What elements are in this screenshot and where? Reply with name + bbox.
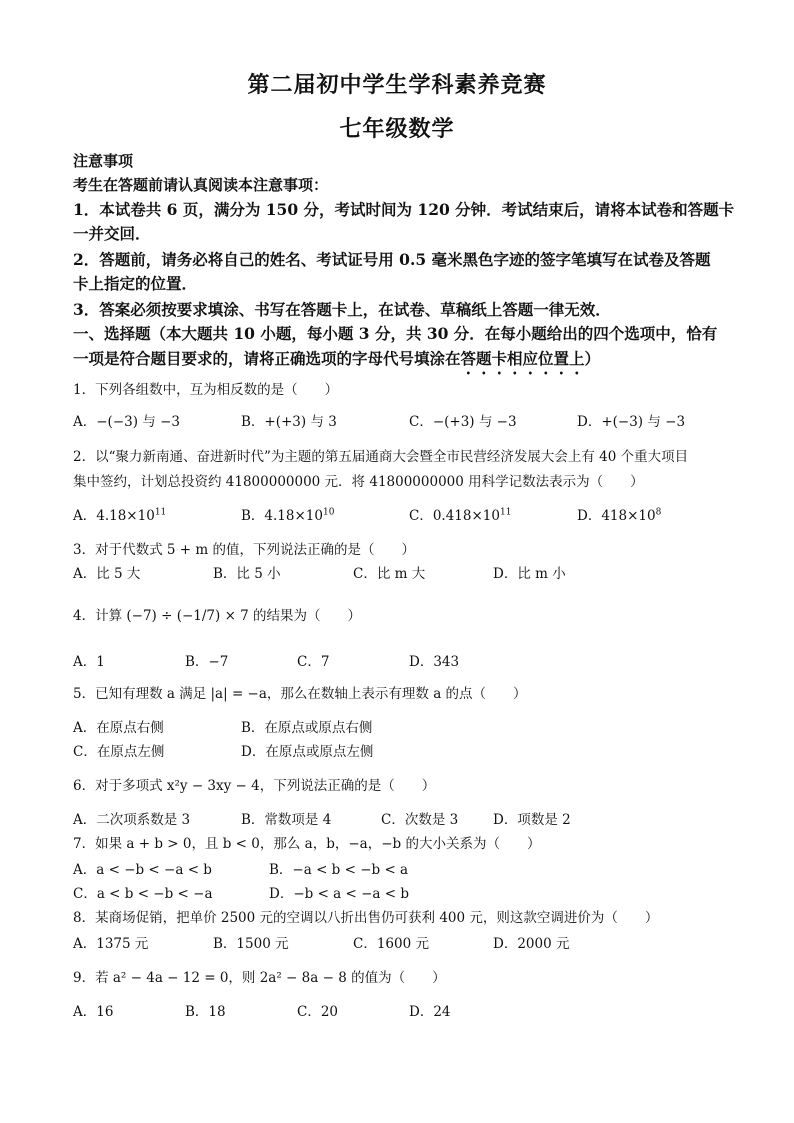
question-4-options bbox=[73, 650, 733, 672]
question-6-options bbox=[73, 808, 733, 830]
question-1-options bbox=[73, 410, 733, 432]
notice-item-2-cont: 卡上指定的位置． bbox=[73, 274, 198, 293]
option-c: C．−(+3) 与 −3 bbox=[409, 414, 517, 430]
question-8-stem: 8．某商场促销，把单价 2500 元的空调以八折出售仍可获利 400 元，则这款空调进价为（ ） bbox=[73, 910, 659, 926]
option-d: D．比 m 小 bbox=[493, 566, 566, 582]
option-b: B．常数项是 4 bbox=[241, 812, 332, 828]
notice-item-1-cont: 一并交回． bbox=[73, 224, 151, 243]
question-2-stem-cont: 集中签约，计划总投资约 41800000000 元．将 41800000000 用科学记数法表示为（ ） bbox=[73, 474, 644, 490]
option-c: C．比 m 大 bbox=[353, 566, 426, 582]
question-5-options-row2 bbox=[73, 740, 733, 762]
option-d: D．343 bbox=[409, 654, 460, 670]
option-b: B．18 bbox=[185, 1004, 226, 1020]
option-c: C．在原点左侧 bbox=[73, 744, 165, 760]
question-8-options bbox=[73, 932, 733, 954]
option-b: B．−7 bbox=[185, 654, 229, 670]
option-b: B．−a < b < −b < a bbox=[269, 862, 409, 878]
question-5-options-row1 bbox=[73, 716, 733, 738]
option-c: C．20 bbox=[297, 1004, 339, 1020]
option-b: B．比 5 小 bbox=[213, 566, 281, 582]
option-c: C．1600 元 bbox=[353, 936, 429, 952]
option-a: A．$4.18\times 10^{11}$ bbox=[73, 507, 167, 524]
question-9-stem: 9．若 a² − 4a − 12 = 0，则 2a² − 8a − 8 的值为（ ） bbox=[73, 970, 446, 986]
exam-title: 第二届初中学生学科素养竞赛 bbox=[247, 72, 547, 98]
option-d: D．+(−3) 与 −3 bbox=[577, 414, 686, 430]
option-d: D．24 bbox=[409, 1004, 451, 1020]
notice-heading: 注意事项 bbox=[73, 152, 134, 170]
option-d: D．−b < a < −a < b bbox=[269, 886, 410, 902]
notice-intro: 考生在答题前请认真阅读本注意事项： bbox=[73, 176, 329, 194]
question-1-stem: 1．下列各组数中，互为相反数的是（ ） bbox=[73, 382, 339, 398]
option-a: A．在原点右侧 bbox=[73, 720, 164, 736]
question-2-stem: 2．以“聚力新南通、奋进新时代”为主题的第五届通商大会暨全市民营经济发展大会上有 40 个重大项目 bbox=[73, 449, 689, 465]
question-9-options bbox=[73, 1000, 733, 1022]
option-b: B．1500 元 bbox=[213, 936, 289, 952]
question-3-stem: 3．对于代数式 5 + m 的值，下列说法正确的是（ ） bbox=[73, 542, 415, 558]
section-heading-emphasis: 答题卡相应位置上 bbox=[460, 349, 585, 368]
section-heading-text: 一项是符合题目要求的，请将正确选项的字母代号填涂在 bbox=[73, 349, 461, 368]
notice-item-1: 1．本试卷共 6 页，满分为 150 分，考试时间为 120 分钟．考试结束后，请将本试卷和答题卡 bbox=[73, 200, 735, 219]
exam-subtitle: 七年级数学 bbox=[339, 116, 455, 142]
option-c: C．a < b < −b < −a bbox=[73, 886, 213, 902]
option-b: B．$4.18\times 10^{10}$ bbox=[241, 507, 335, 524]
question-4-stem: 4．计算 (−7) ÷ (−1/7) × 7 的结果为（ ） bbox=[73, 608, 362, 624]
section-heading-suffix: ） bbox=[584, 349, 601, 368]
option-d: D．在原点或原点左侧 bbox=[241, 744, 374, 760]
option-b: B．+(+3) 与 3 bbox=[241, 414, 337, 430]
notice-item-2: 2．答题前，请务必将自己的姓名、考试证号用 0.5 毫米黑色字迹的签字笔填写在试卷及答题 bbox=[73, 250, 711, 269]
option-a: A．−(−3) 与 −3 bbox=[73, 414, 180, 430]
option-a: A．1 bbox=[73, 654, 105, 670]
option-d: D．项数是 2 bbox=[493, 812, 571, 828]
question-6-stem: 6．对于多项式 x²y − 3xy − 4，下列说法正确的是（ ） bbox=[73, 778, 436, 794]
option-a: A．16 bbox=[73, 1004, 114, 1020]
section-heading: 一、选择题（本大题共 10 小题，每小题 3 分，共 30 分．在每小题给出的四个选项中，恰有 bbox=[73, 324, 718, 343]
option-d: D．2000 元 bbox=[493, 936, 570, 952]
option-a: A．比 5 大 bbox=[73, 566, 141, 582]
question-3-options bbox=[73, 562, 733, 584]
question-7-options-row2 bbox=[73, 882, 733, 904]
option-d: D．$418\times 10^8$ bbox=[577, 507, 662, 524]
question-7-options-row1 bbox=[73, 858, 733, 880]
option-b: B．在原点或原点右侧 bbox=[241, 720, 373, 736]
question-2-options bbox=[73, 504, 733, 526]
question-5-stem: 5．已知有理数 a 满足 |a| = −a，那么在数轴上表示有理数 a 的点（ ） bbox=[73, 686, 527, 702]
option-c: C．7 bbox=[297, 654, 330, 670]
notice-item-3: 3．答案必须按要求填涂、书写在答题卡上，在试卷、草稿纸上答题一律无效． bbox=[73, 300, 611, 319]
question-7-stem: 7．如果 a + b > 0，且 b < 0，那么 a，b，−a，−b 的大小关系为（ ） bbox=[73, 836, 541, 852]
section-heading-cont bbox=[73, 347, 733, 378]
option-c: C．$0.418\times 10^{11}$ bbox=[409, 507, 512, 524]
option-a: A．a < −b < −a < b bbox=[73, 862, 212, 878]
option-a: A．二次项系数是 3 bbox=[73, 812, 191, 828]
option-a: A．1375 元 bbox=[73, 936, 149, 952]
option-c: C．次数是 3 bbox=[381, 812, 459, 828]
